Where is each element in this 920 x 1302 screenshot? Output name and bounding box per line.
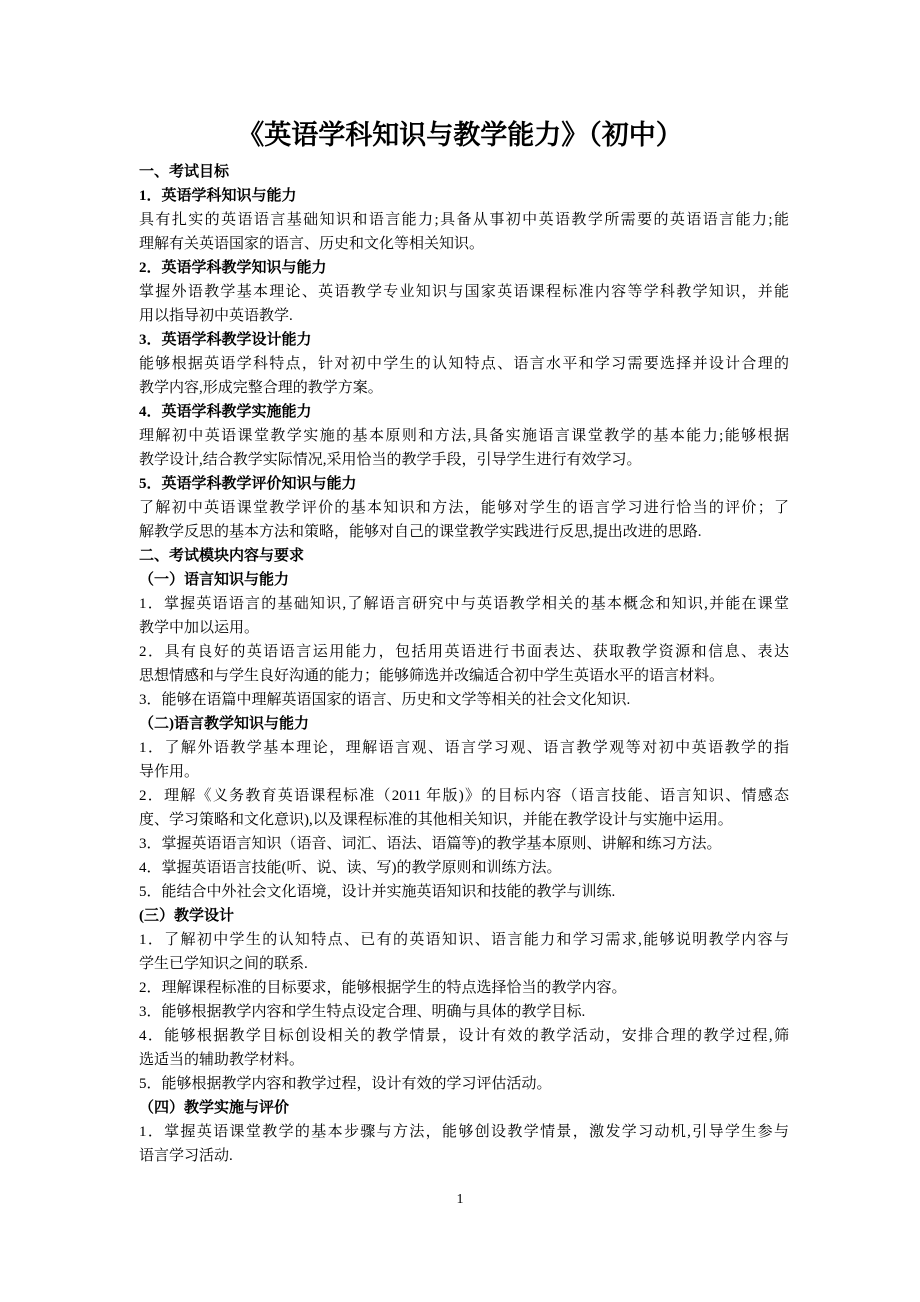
paragraph-line: 教学中加以运用。 <box>139 620 260 636</box>
section-heading: 1．英语学科知识与能力 <box>139 188 297 204</box>
paragraph-line: 学生已学知识之间的联系. <box>139 956 308 972</box>
paragraph-line: 1．了解初中学生的认知特点、已有的英语知识、语言能力和学习需求,能够说明教学内容与 <box>139 932 789 948</box>
paragraph-line: 4．掌握英语语言技能(听、说、读、写)的教学原则和训练方法。 <box>139 860 562 876</box>
paragraph-line: 3．掌握英语语言知识（语音、词汇、语法、语篇等)的教学基本原则、讲解和练习方法。 <box>139 836 722 852</box>
paragraph-line: 理解初中英语课堂教学实施的基本原则和方法,具备实施语言课堂教学的基本能力;能够根据 <box>139 428 789 444</box>
paragraph-line: 导作用。 <box>139 764 200 780</box>
paragraph-line: 度、学习策略和文化意识),以及课程标准的其他相关知识，并能在教学设计与实施中运用。 <box>139 812 733 828</box>
paragraph-line: 3．能够在语篇中理解英语国家的语言、历史和文学等相关的社会文化知识. <box>139 692 631 708</box>
paragraph-line: 2．理解《义务教育英语课程标准（2011 年版)》的目标内容（语言技能、语言知识、情感态 <box>139 788 789 804</box>
page-number: 1 <box>456 1192 464 1207</box>
section-heading: 3．英语学科教学设计能力 <box>139 332 312 348</box>
paragraph-line: 具有扎实的英语语言基础知识和语言能力;具备从事初中英语教学所需要的英语语言能力;能 <box>139 212 789 228</box>
section-heading: （四）教学实施与评价 <box>139 1100 290 1116</box>
paragraph-line: 能够根据英语学科特点，针对初中学生的认知特点、语言水平和学习需要选择并设计合理的 <box>139 356 789 372</box>
section-heading: 一、考试目标 <box>139 164 230 180</box>
section-heading: （一）语言知识与能力 <box>139 572 290 588</box>
paragraph-line: 2．具有良好的英语语言运用能力，包括用英语进行书面表达、获取教学资源和信息、表达 <box>139 644 789 660</box>
section-heading: （二)语言教学知识与能力 <box>139 716 309 732</box>
paragraph-line: 理解有关英语国家的语言、历史和文化等相关知识。 <box>139 236 485 252</box>
paragraph-line: 3．能够根据教学内容和学生特点设定合理、明确与具体的教学目标. <box>139 1004 586 1020</box>
document-title: 《英语学科知识与教学能力》（初中） <box>237 120 683 150</box>
paragraph-line: 教学设计,结合教学实际情况,采用恰当的教学手段，引导学生进行有效学习。 <box>139 452 642 468</box>
paragraph-line: 教学内容,形成完整合理的教学方案。 <box>139 380 383 396</box>
paragraph-line: 5．能结合中外社会文化语境，设计并实施英语知识和技能的教学与训练. <box>139 884 616 900</box>
paragraph-line: 1．掌握英语语言的基础知识,了解语言研究中与英语教学相关的基本概念和知识,并能在课堂 <box>139 596 789 612</box>
paragraph-line: 了解初中英语课堂教学评价的基本知识和方法，能够对学生的语言学习进行恰当的评价；了 <box>139 500 789 516</box>
paragraph-line: 掌握外语教学基本理论、英语教学专业知识与国家英语课程标准内容等学科教学知识，并能 <box>139 284 789 300</box>
document-body <box>139 160 789 1168</box>
paragraph-line: 思想情感和与学生良好沟通的能力；能够筛选并改编适合初中学生英语水平的语言材料。 <box>139 668 725 684</box>
section-heading: (三）教学设计 <box>139 908 234 924</box>
paragraph-line: 1．了解外语教学基本理论，理解语言观、语言学习观、语言教学观等对初中英语教学的指 <box>139 740 789 756</box>
paragraph-line: 2．理解课程标准的目标要求，能够根据学生的特点选择恰当的教学内容。 <box>139 980 627 996</box>
paragraph-line: 5．能够根据教学内容和教学过程，设计有效的学习评估活动。 <box>139 1076 552 1092</box>
paragraph-line: 1．掌握英语课堂教学的基本步骤与方法，能够创设教学情景，激发学习动机,引导学生参与 <box>139 1124 789 1140</box>
section-heading: 5．英语学科教学评价知识与能力 <box>139 476 357 492</box>
paragraph-line: 语言学习活动. <box>139 1148 233 1164</box>
section-heading: 二、考试模块内容与要求 <box>139 548 305 564</box>
paragraph-line: 解教学反思的基本方法和策略，能够对自己的课堂教学实践进行反思,提出改进的思路. <box>139 524 702 540</box>
section-heading: 4．英语学科教学实施能力 <box>139 404 312 420</box>
paragraph-line: 选适当的辅助教学材料。 <box>139 1052 305 1068</box>
section-heading: 2．英语学科教学知识与能力 <box>139 260 327 276</box>
paragraph-line: 4．能够根据教学目标创设相关的教学情景，设计有效的教学活动，安排合理的教学过程,筛 <box>139 1028 789 1044</box>
paragraph-line: 用以指导初中英语教学. <box>139 308 293 324</box>
